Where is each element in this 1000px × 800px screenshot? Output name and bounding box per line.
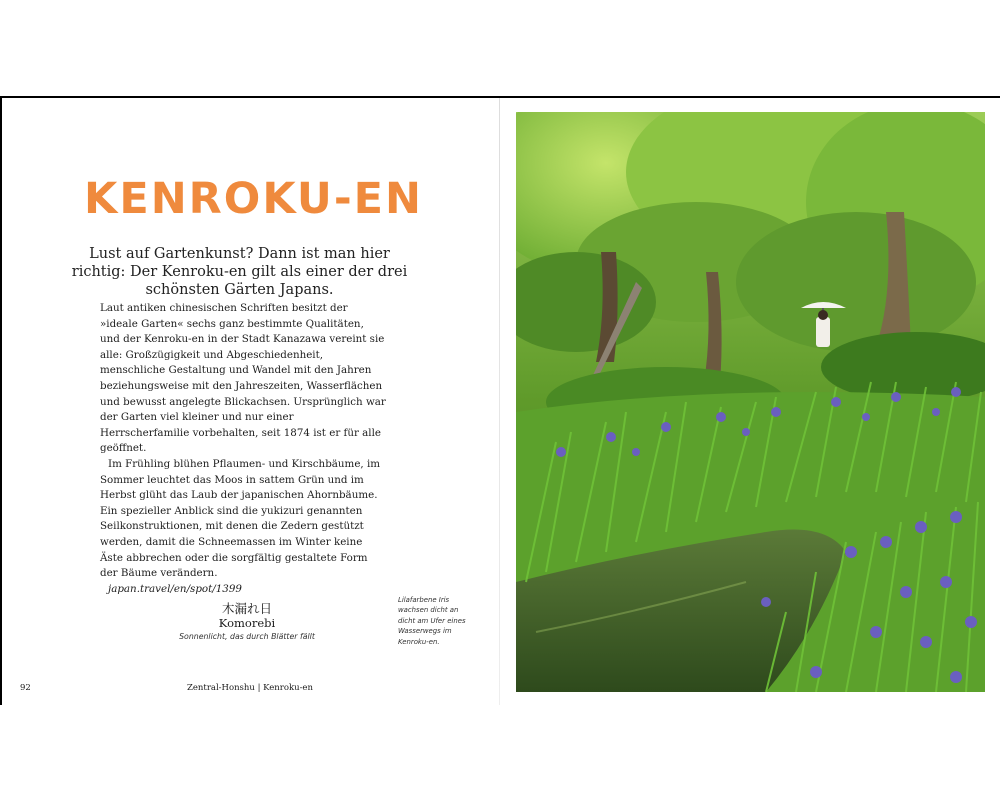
page-number: 92 (20, 683, 31, 693)
lead-paragraph: Lust auf Gartenkunst? Dann ist man hier richtig: Der Kenroku-en gilt als einer der drei schönsten Gärten Japans. (71, 246, 408, 298)
word-kanji: 木漏れ日 (221, 601, 272, 616)
page-title: KENROKU-EN (84, 174, 424, 224)
book-spread (0, 96, 1000, 705)
website-link[interactable]: japan.travel/en/spot/1399 (108, 582, 242, 595)
body-paragraph-2: Im Frühling blühen Pflaumen- und Kirschbäume, im Sommer leuchtet das Moos in sattem Grün und im Herbst glüht das Laub der japanischen Ahornbäume. Ein spezieller Anblick sind die yukizuri genannten Seilkonstruktionen, mit denen die Zedern gestützt werden, damit die Schneemassen im Winter keine Äste abbrechen oder die sorgfältig gestaltete Form der Bäume verändern. (100, 457, 381, 580)
word-meaning: Sonnenlicht, das durch Blätter fällt (179, 632, 315, 641)
garden-photo (516, 112, 985, 692)
page-gutter (499, 98, 500, 705)
left-page (0, 98, 500, 705)
photo-caption: Lilafarbene Iris wachsen dicht an dicht am Ufer eines Wasserwegs im Kenroku-en. (398, 596, 466, 646)
running-head: Zentral-Honshu | Kenroku-en (187, 683, 313, 693)
body-text (100, 301, 386, 597)
word-romaji: Komorebi (218, 616, 276, 630)
garden-photo-illustration (516, 112, 985, 692)
body-paragraph-1: Laut antiken chinesischen Schriften besitzt der »ideale Garten« sechs ganz bestimmte Qualitäten, und der Kenroku-en in der Stadt Kanazawa vereint sie alle: Großzügigkeit und Abgeschiedenheit, menschliche Gestaltung und Wandel mit den Jahren beziehungsweise mit den Jahreszeiten, Wasserflächen und bewusst angelegte Blickachsen. Ursprünglich war der Garten viel kleiner und nur einer Herrscherfamilie vorbehalten, seit 1874 ist er für alle geöffnet. (100, 302, 386, 455)
